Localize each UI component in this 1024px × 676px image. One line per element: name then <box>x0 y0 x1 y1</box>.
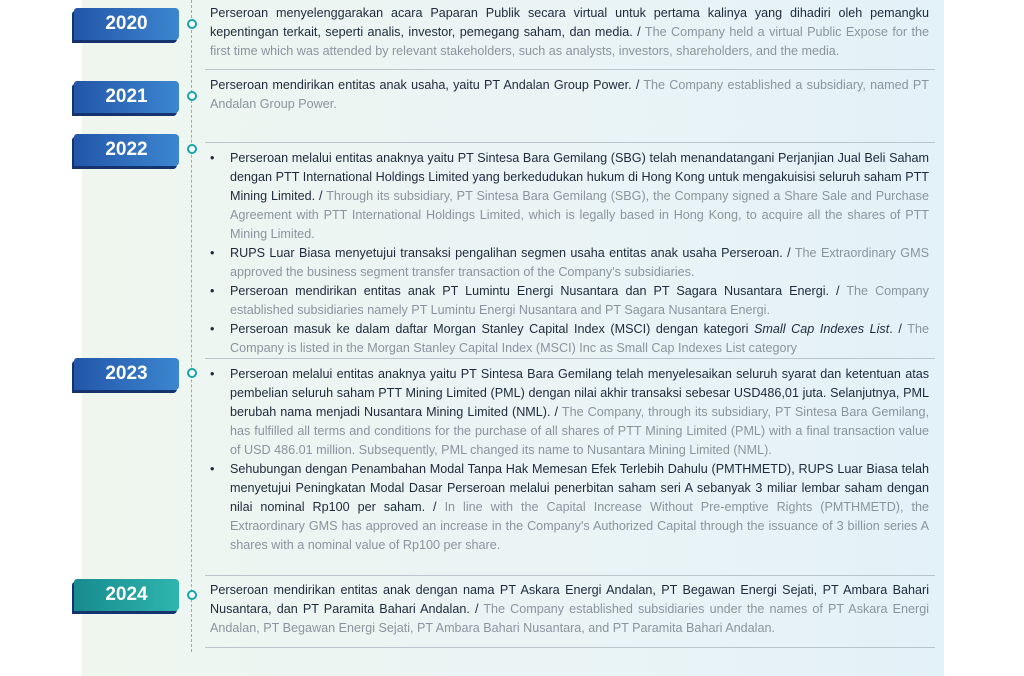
separator <box>205 647 935 648</box>
timeline-node-2022 <box>187 144 197 154</box>
entry-text-en: The Extraordinary GMS approved the business segment transfer transaction of the Company's subsidiaries. <box>230 246 929 279</box>
entry-text-en: The Company held a virtual Public Expose for the first time which was attended by relevant stakeholders, such as analysts, investors, shareholders, and the media. <box>210 25 929 58</box>
list-item <box>210 244 929 282</box>
year-badge-2022 <box>74 134 179 166</box>
separator <box>205 69 935 70</box>
entry-2020 <box>210 4 929 61</box>
entry-list <box>210 365 929 555</box>
entry-text-en: The Company established a subsidiary, named PT Andalan Group Power. <box>210 78 929 111</box>
timeline-node-2021 <box>187 91 197 101</box>
list-item <box>210 149 929 244</box>
year-label: 2024 <box>105 584 148 605</box>
list-item <box>210 365 929 460</box>
entry-text-id: Perseroan mendirikan entitas anak dengan nama PT Askara Energi Andalan, PT Begawan Energi Sejati, PT Ambara Bahari Nusantara, dan PT Paramita Bahari Andalan. / <box>210 583 929 616</box>
entry-text-en: In line with the Capital Increase Without Pre-emptive Rights (PMTHMETD), the Extraordinary GMS has approved an increase in the Company's Authorized Capital through the issuance of 3 billion series A shares with a nominal value of Rp100 per share. <box>230 500 929 552</box>
year-label: 2022 <box>105 139 148 160</box>
year-badge-2021 <box>74 81 179 113</box>
entry-text-id: Perseroan masuk ke dalam daftar Morgan Stanley Capital Index (MSCI) dengan kategori <box>230 322 749 336</box>
year-badge-2024 <box>74 579 179 611</box>
entry-2022 <box>210 149 929 358</box>
separator <box>205 358 935 359</box>
entry-list <box>210 149 929 358</box>
entry-text-id-emphasis: Small Cap Indexes List <box>754 322 890 336</box>
entry-text-en: The Company is listed in the Morgan Stanley Capital Index (MSCI) Inc as Small Cap Indexes List category <box>230 322 929 355</box>
entry-text-en: The Company, through its subsidiary, PT Sintesa Bara Gemilang, has fulfilled all terms and conditions for the purchase of all shares of PTT Mining Limited (PML) with a final transaction value of USD 486.01 million. Subsequently, PML changed its name to Nusantara Mining Limited (NML). <box>230 405 929 457</box>
entry-text-en: Through its subsidiary, PT Sintesa Bara Gemilang (SBG), the Company signed a Share Sale and Purchase Agreement with PTT International Holdings Limited, which is legally based in Hong Kong, to acquire all the shares of PTT Mining Limited. <box>230 189 929 241</box>
entry-text-id: Perseroan melalui entitas anaknya yaitu PT Sintesa Bara Gemilang (SBG) telah menandatangani Perjanjian Jual Beli Saham dengan PTT International Holdings Limited yang berkedudukan hukum di Hong Kong untuk mengakuisisi seluruh saham PTT Mining Limited. / <box>230 151 929 203</box>
year-label: 2020 <box>105 13 148 34</box>
list-item <box>210 460 929 555</box>
entry-text-en: The Company established subsidiaries namely PT Lumintu Energi Nusantara and PT Sagara Nusantara Energi. <box>230 284 929 317</box>
year-label: 2023 <box>105 363 148 384</box>
entry-text-id: Perseroan mendirikan entitas anak PT Lumintu Energi Nusantara dan PT Sagara Nusantara Energi. / <box>230 284 840 298</box>
entry-2021 <box>210 76 929 114</box>
entry-text-id: Perseroan menyelenggarakan acara Paparan Publik secara virtual untuk pertama kalinya yang dihadiri oleh pemangku kepentingan terkait, seperti analis, investor, pemegang saham, dan media. / <box>210 6 929 39</box>
entry-text-id: RUPS Luar Biasa menyetujui transaksi pengalihan segmen usaha entitas anak usaha Perseroan. / <box>230 246 791 260</box>
entry-text-id-end: . / <box>889 322 902 336</box>
entry-2024 <box>210 581 929 638</box>
separator <box>205 575 935 576</box>
entry-text-id: Sehubungan dengan Penambahan Modal Tanpa Hak Memesan Efek Terlebih Dahulu (PMTHMETD), RUPS Luar Biasa telah menyetujui Peningkatan Modal Dasar Perseroan melalui penerbitan saham seri A sebanyak 3 miliar lembar saham dengan nilai nominal Rp100 per saham. / <box>230 462 929 514</box>
separator <box>205 142 935 143</box>
list-item <box>210 282 929 320</box>
year-label: 2021 <box>105 86 148 107</box>
year-badge-2023 <box>74 358 179 390</box>
list-item <box>210 320 929 358</box>
entry-text-id: Perseroan melalui entitas anaknya yaitu PT Sintesa Bara Gemilang telah menyelesaikan seluruh syarat dan ketentuan atas pembelian seluruh saham PTT Mining Limited (PML) dengan nilai akhir transaksi sebesar USD486,01 juta. Selanjutnya, PML berubah nama menjadi Nusantara Mining Limited (NML). / <box>230 367 929 419</box>
entry-text-en: The Company established subsidiaries under the names of PT Askara Energi Andalan, PT Begawan Energi Sejati, PT Ambara Bahari Nusantara, and PT Paramita Bahari Andalan. <box>210 602 930 635</box>
entry-text-id: Perseroan mendirikan entitas anak usaha, yaitu PT Andalan Group Power. / <box>210 78 640 92</box>
timeline-node-2024 <box>187 590 197 600</box>
year-badge-2020 <box>74 8 179 40</box>
entry-2023 <box>210 365 929 555</box>
timeline-node-2023 <box>187 368 197 378</box>
timeline-node-2020 <box>187 19 197 29</box>
